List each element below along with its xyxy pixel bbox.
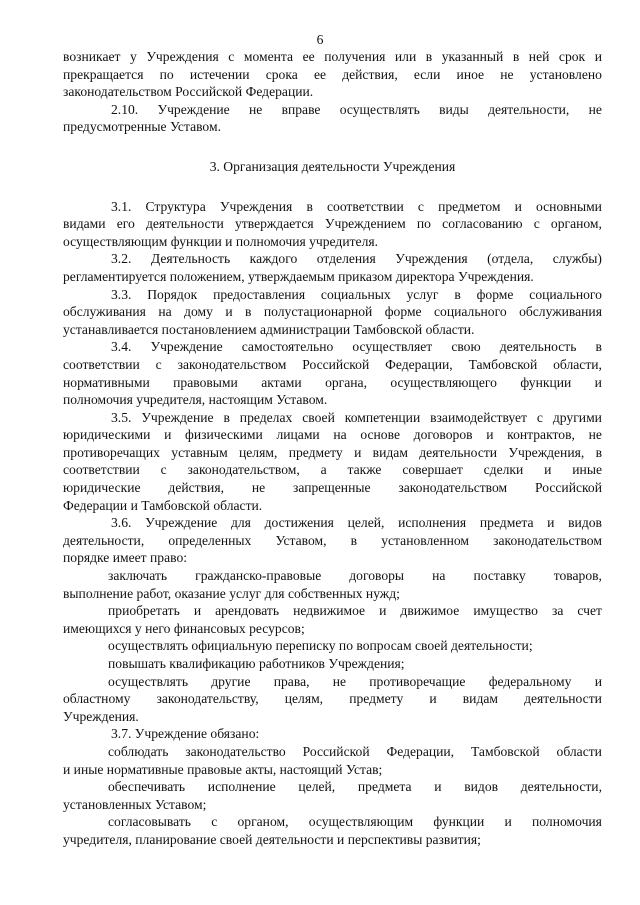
text-line: выполнение работ, оказание услуг для собственных нужд; [63, 585, 400, 601]
text-line: обслуживания на дому и в полустационарной форме социального обслуживания [63, 304, 602, 320]
text-line: 2.10. Учреждение не вправе осуществлять виды деятельности, не [111, 101, 602, 117]
document-body [63, 48, 602, 849]
text-line: соответствии с законодательством, а также совершает сделки и иные [63, 462, 602, 478]
text-line: прекращается по истечении срока ее действия, если иное не установлено [63, 66, 602, 82]
text-line: законодательством Российской Федерации. [63, 84, 314, 100]
text-line: видами его деятельности утверждается Учреждением по согласованию с органом, [63, 216, 602, 232]
text-line: устанавливается постановлением администрации Тамбовской области. [63, 321, 475, 337]
paragraph-gap [63, 176, 602, 198]
paragraph-gap [63, 136, 602, 158]
text-line: установленных Уставом; [63, 796, 207, 812]
text-line: соответствии с законодательством Российской Федерации, Тамбовской области, [63, 356, 602, 372]
text-line: порядке имеет право: [63, 550, 188, 566]
text-line: осуществляющим функции и полномочия учредителя. [63, 233, 378, 249]
text-line: 3.3. Порядок предоставления социальных услуг в форме социального [111, 286, 602, 302]
text-line: 3.4. Учреждение самостоятельно осуществляет свою деятельность в [111, 339, 602, 355]
text-line: осуществлять официальную переписку по вопросам своей деятельности; [108, 638, 533, 654]
text-line: предусмотренные Уставом. [63, 119, 221, 135]
text-line: заключать гражданско-правовые договоры на поставку товаров, [108, 568, 602, 584]
section-heading [63, 158, 602, 176]
text-line: регламентируется положением, утверждаемым приказом директора Учреждения. [63, 268, 534, 284]
text-line: 3.1. Структура Учреждения в соответствии с предметом и основными [111, 198, 602, 214]
text-line: и иные нормативные правовые акты, настоящий Устав; [63, 761, 383, 777]
text-line: учредителя, планирование своей деятельности и перспективы развития; [63, 831, 481, 847]
text-line: 3.2. Деятельность каждого отделения Учреждения (отдела, службы) [111, 251, 602, 267]
text-line: противоречащих уставным целям, предмету и видам деятельности Учреждения, в [63, 444, 602, 460]
section-heading-text: 3. Организация деятельности Учреждения [209, 158, 456, 174]
text-line: обеспечивать исполнение целей, предмета и видов деятельности, [108, 779, 602, 795]
text-line: повышать квалификацию работников Учреждения; [108, 656, 405, 671]
text-line: 3.7. Учреждение обязано: [111, 726, 260, 742]
text-line: областному законодательству, целям, предмету и видам деятельности [63, 691, 602, 707]
text-line: согласовывать с органом, осуществляющим функции и полномочия [108, 814, 602, 830]
text-line: приобретать и арендовать недвижимое и движимое имущество за счет [108, 603, 602, 619]
text-line: Учреждения. [63, 708, 139, 724]
text-line: 3.6. Учреждение для достижения целей, исполнения предмета и видов [111, 515, 602, 531]
text-line: нормативными правовыми актами органа, осуществляющего функции и [63, 374, 602, 390]
text-line: возникает у Учреждения с момента ее получения или в указанный в ней срок и [63, 49, 602, 64]
text-line: Федерации и Тамбовской области. [63, 497, 263, 513]
text-line: осуществлять другие права, не противоречащие федеральному и [108, 673, 602, 689]
page-number: 6 [316, 32, 324, 47]
text-line: полномочия учредителя, настоящим Уставом. [63, 392, 328, 408]
text-line: 3.5. Учреждение в пределах своей компетенции взаимодействует с другими [111, 409, 602, 425]
text-line: соблюдать законодательство Российской Федерации, Тамбовской области [108, 743, 602, 759]
text-line: имеющихся у него финансовых ресурсов; [63, 620, 305, 636]
text-line: юридическими и физическими лицами на основе договоров и контрактов, не [63, 427, 602, 443]
text-line: деятельности, определенных Уставом, в установленном законодательством [63, 532, 602, 548]
text-line: юридические действия, не запрещенные законодательством Российской [63, 480, 602, 496]
